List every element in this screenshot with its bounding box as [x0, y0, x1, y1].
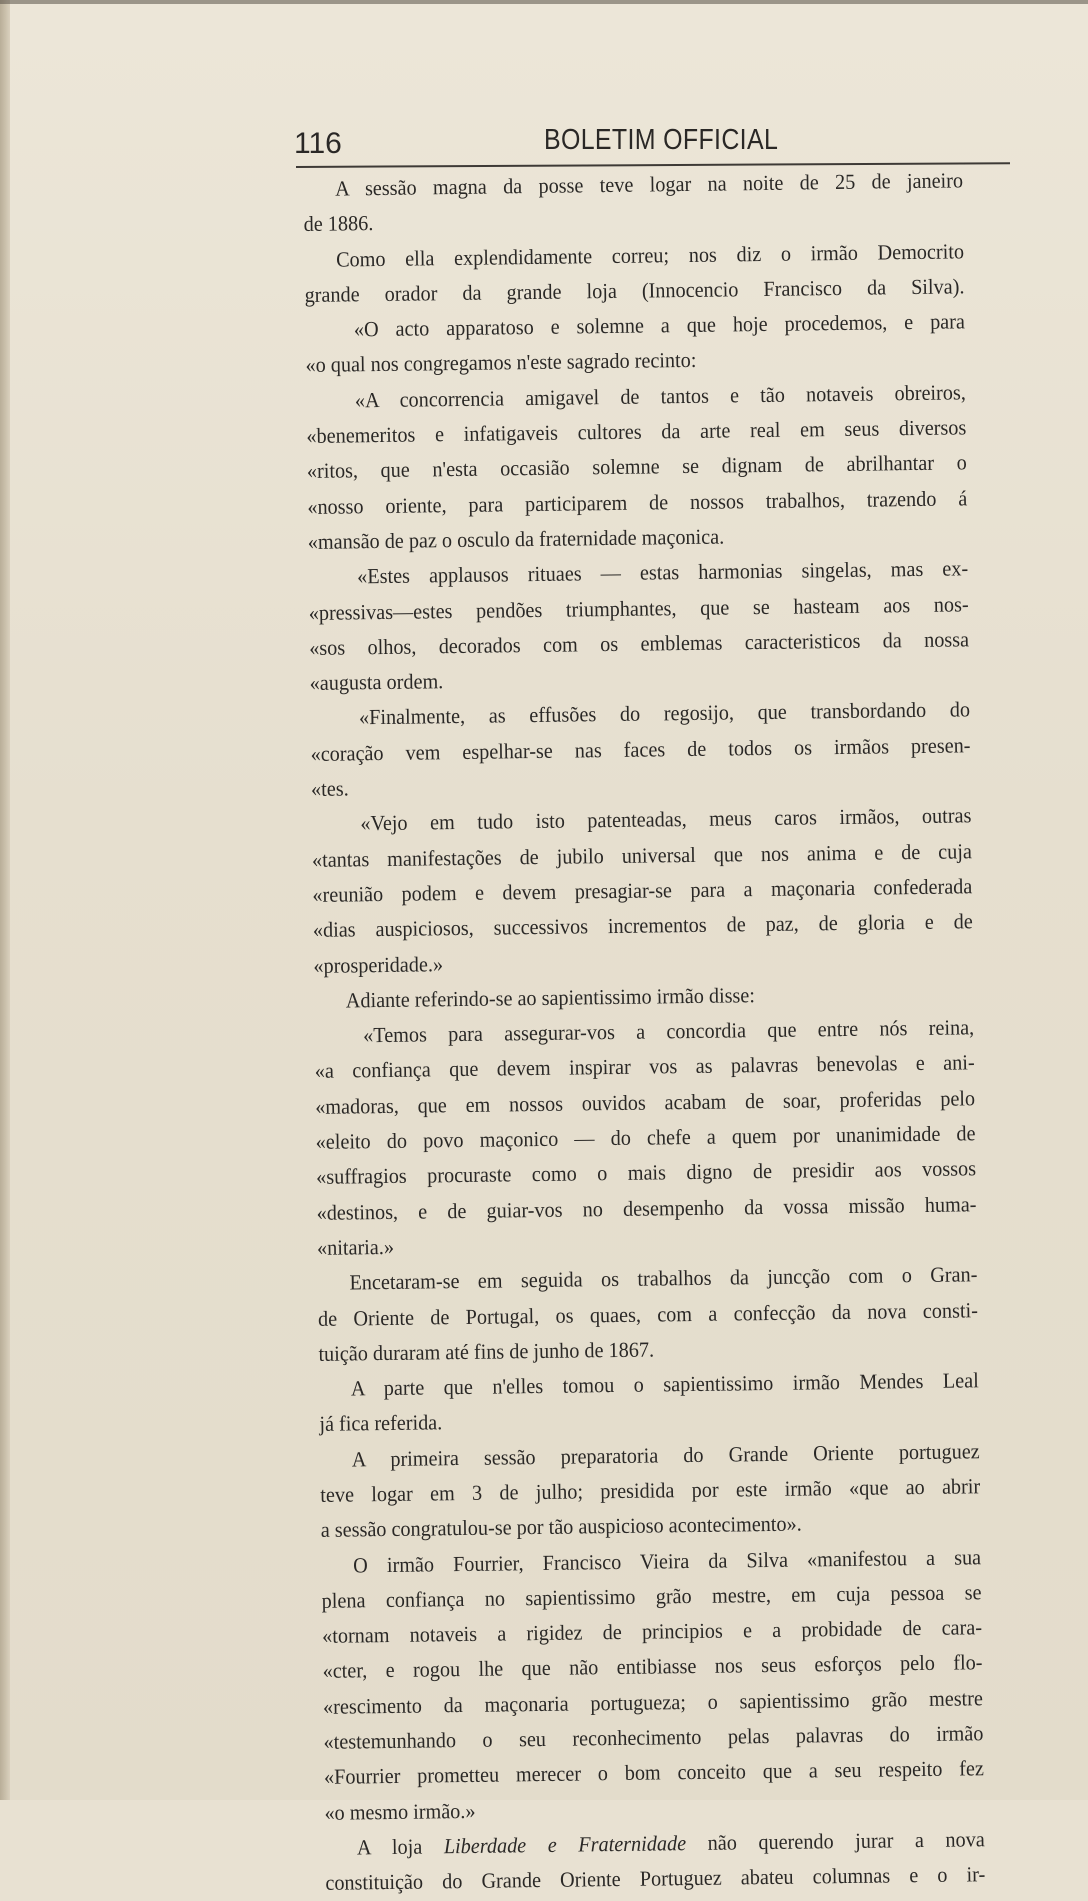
page-number: 116 — [294, 127, 342, 160]
text-line: «sos olhos, decorados com os emblemas caracteristicos da nossa — [309, 627, 970, 660]
text-line: «A concorrencia amigavel de tantos e tão notaveis obreiros, — [354, 380, 966, 413]
text-line: «nitaria.» — [316, 1234, 395, 1260]
text-line: constituição do Grande Oriente Portuguez abateu columnas e o ir- — [325, 1862, 986, 1896]
text-line: de Oriente de Portugal, os quaes, com a confecção da nova consti- — [317, 1297, 978, 1331]
text-line: «dias auspiciosos, successivos incrementos de paz, de gloria e de — [312, 909, 973, 943]
text-line: «augusta ordem. — [309, 669, 444, 696]
text-line: tuição duraram até fins de junho de 1867. — [318, 1337, 655, 1366]
text-line: «destinos, e de guiar-vos no desempenho da vossa missão huma- — [316, 1191, 977, 1225]
text-line: «Finalmente, as effusões do regosijo, que transbordando do — [358, 697, 971, 730]
text-line: Adiante referindo-se ao sapientissimo irmão disse: — [345, 982, 756, 1013]
page-left-edge — [0, 0, 10, 1800]
running-title: BOLETIM OFFICIAL — [544, 124, 779, 156]
text-line: «Fourrier prometteu merecer o bom conceito que a seu respeito fez — [323, 1756, 984, 1790]
text-line: «suffragios procuraste como o mais digno de presidir aos vossos — [316, 1156, 977, 1190]
text-line: A primeira sessão preparatoria do Grande Oriente portuguez — [351, 1438, 980, 1472]
text-line: «ritos, que n'esta occasião solemne se dignam de abrilhantar o — [306, 450, 967, 484]
text-line: «prosperidade.» — [313, 951, 444, 978]
text-line: «reunião podem e devem presagiar-se para a maçonaria confederada — [312, 874, 973, 907]
text-line: «tornam notaveis a rigidez de principios e a probidade de cara- — [322, 1615, 983, 1649]
text-line: «pressivas—estes pendões triumphantes, que se hasteam aos nos- — [308, 591, 969, 625]
lodge-name-italic: Liberdade e Fraternidade — [443, 1831, 687, 1859]
page-header — [282, 120, 1009, 168]
text-run: A loja — [356, 1834, 445, 1860]
text-line: «o qual nos congregamos n'este sagrado recinto: — [305, 348, 697, 378]
text-line: A sessão magna da posse teve logar na noite de 25 de janeiro — [335, 168, 964, 201]
text-line: já fica referida. — [319, 1410, 443, 1437]
body-text — [303, 163, 1028, 1901]
text-line: «eleito do povo maçonico — do chefe a quem por unanimidade de — [315, 1121, 976, 1154]
text-line: «testemunhando o seu reconhecimento pelas palavras do irmão — [323, 1721, 984, 1754]
text-line: «coração vem espelhar-se nas faces de todos os irmãos presen- — [310, 733, 971, 766]
text-line: «a confiança que devem inspirar vos as palavras benevolas e ani- — [314, 1050, 975, 1084]
text-line: a sessão congratulou-se por tão auspicioso acontecimento». — [320, 1511, 802, 1543]
text-line: plena confiança no sapientissimo grão mestre, em cuja pessoa se — [321, 1580, 982, 1613]
text-line: A parte que n'elles tomou o sapientissimo irmão Mendes Leal — [350, 1368, 979, 1401]
text-line: «tantas manifestações de jubilo universal que nos anima e de cuja — [311, 838, 972, 872]
text-line: «O acto apparatoso e solemne a que hoje procedemos, e para — [353, 309, 966, 342]
text-line: «o mesmo irmão.» — [324, 1798, 476, 1825]
text-line: Encetaram-se em seguida os trabalhos da juncção com o Gran- — [349, 1262, 978, 1295]
text-line: «Temos para assegurar-vos a concordia que entre nós reina, — [363, 1015, 975, 1048]
text-line: «nosso oriente, para participarem de nossos trabalhos, trazendo á — [307, 486, 968, 519]
text-line: «rescimento da maçonaria portugueza; o sapientissimo grão mestre — [322, 1685, 984, 1719]
text-line: de 1886. — [303, 211, 374, 237]
text-line: Como ella explendidamente correu; nos diz o irmão Democrito — [335, 238, 965, 272]
text-line: «Vejo em tudo isto patenteadas, meus caros irmãos, outras — [360, 803, 972, 836]
text-line: «benemeritos e infatigaveis cultores da arte real em seus diversos — [306, 415, 967, 449]
text-line: «mansão de paz o osculo da fraternidade maçonica. — [307, 524, 725, 554]
text-line: «tes. — [310, 776, 349, 801]
text-line: «Estes applausos rituaes — estas harmonias singelas, mas ex- — [357, 556, 969, 589]
page-top-edge — [0, 0, 1088, 4]
text-line: «cter, e rogou lhe que não entibiasse nos seus esforços pelo flo- — [322, 1650, 983, 1684]
text-line: teve logar em 3 de julho; presidida por este irmão «que ao abrir — [320, 1474, 981, 1507]
text-line: O irmão Fourrier, Francisco Vieira da Silva «manifestou a sua — [353, 1544, 982, 1578]
text-line: grande orador da grande loja (Innocencio Francisco da Silva). — [304, 274, 965, 307]
text-line: «madoras, que em nossos ouvidos acabam de soar, proferidas pelo — [315, 1086, 976, 1119]
text-run: não querendo jurar a nova — [685, 1827, 985, 1856]
